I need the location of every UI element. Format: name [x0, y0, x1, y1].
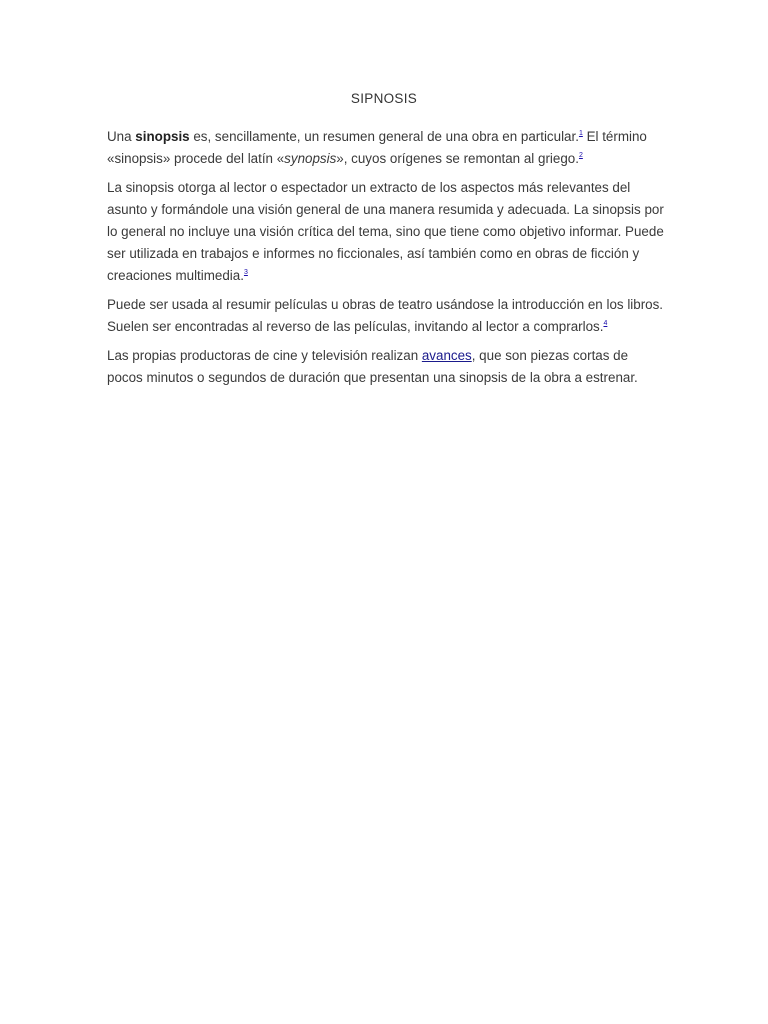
text-run: El término «sinopsis» procede del latín « [107, 129, 647, 166]
footnote-ref-3 [244, 269, 248, 276]
text-run: Puede ser usada al resumir películas u obras de teatro usándose la introducción en los libros. Suelen ser encontradas al reverso de las películas, invitando al lector a comprarlos. [107, 297, 664, 334]
footnote-ref-2 [579, 152, 583, 159]
footnote-link-4[interactable]: 4 [603, 320, 608, 327]
document-body [107, 126, 667, 396]
document-title: SIPNOSIS [350, 91, 418, 106]
paragraph-1 [107, 126, 667, 170]
text-run: es, sencillamente, un resumen general de una obra en particular. [189, 129, 579, 144]
paragraph-2 [107, 177, 667, 287]
text-run: Una [107, 129, 136, 144]
avances-link[interactable]: avances [421, 348, 472, 363]
paragraph-3 [107, 294, 667, 338]
paragraph-4 [107, 345, 667, 389]
text-run: , que son piezas cortas de pocos minutos o segundos de duración que presentan una sinopsis de la obra a estrenar. [107, 348, 638, 385]
footnote-ref-4 [603, 320, 607, 327]
text-run: La sinopsis otorga al lector o espectador un extracto de los aspectos más relevantes del asunto y formándole una visión general de una manera resumida y adecuada. La sinopsis por lo general no incluye una visión crítica del tema, sino que tiene como objetivo informar. Puede ser utilizada en trabajos e informes no ficcionales, así también como en obras de ficción y creaciones multimedia. [107, 180, 664, 283]
footnote-link-1[interactable]: 1 [578, 130, 583, 137]
bold-term-sinopsis: sinopsis [135, 129, 190, 144]
italic-term-synopsis: synopsis [284, 151, 337, 166]
footnote-link-3[interactable]: 3 [243, 269, 248, 276]
text-run: Las propias productoras de cine y televisión realizan [107, 348, 422, 363]
footnote-link-2[interactable]: 2 [578, 152, 583, 159]
text-run: », cuyos orígenes se remontan al griego. [336, 151, 579, 166]
